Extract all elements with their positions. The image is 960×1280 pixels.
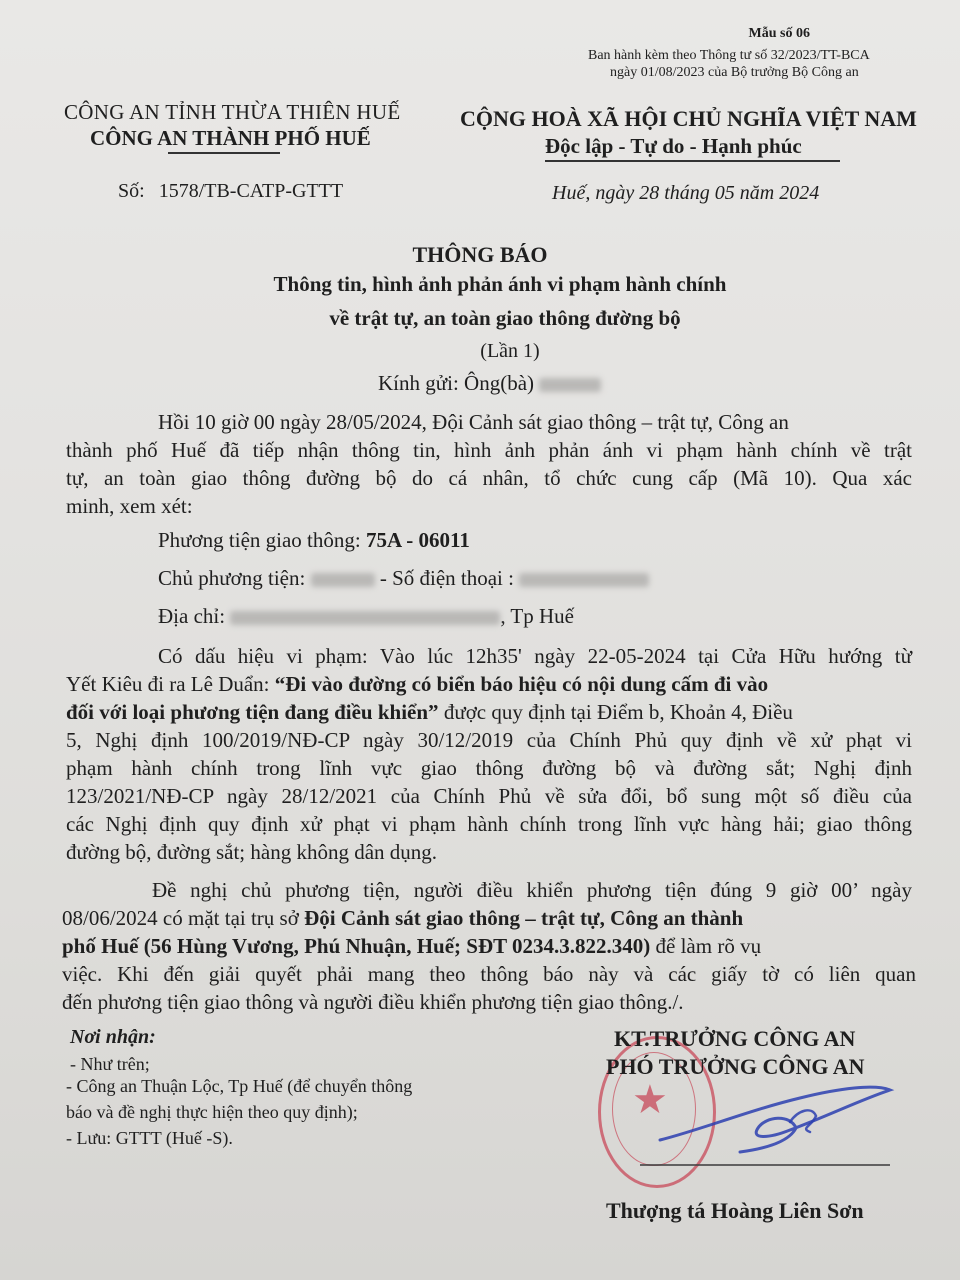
seal-star-icon: ★ <box>632 1077 668 1122</box>
signer-name: Thượng tá Hoàng Liên Sơn <box>606 1198 864 1223</box>
paragraph-3-line-3 <box>62 932 761 961</box>
motto-underline <box>545 160 840 162</box>
form-issuance-line: Ban hành kèm theo Thông tư số 32/2023/TT-BCA <box>588 48 870 63</box>
recipients-title: Nơi nhận: <box>70 1026 156 1048</box>
issuing-organization: CÔNG AN THÀNH PHỐ HUẾ <box>90 126 371 150</box>
recipient-1: - Như trên; <box>70 1054 150 1074</box>
office-address: phố Huế (56 Hùng Vương, Phú Nhuận, Huế; SĐT 0234.3.822.340) <box>62 934 651 958</box>
document-number <box>118 180 343 203</box>
paragraph-2-line-5: phạm hành chính trong lĩnh vực giao thông đường bộ và đường sắt; Nghị định <box>66 756 912 780</box>
legal-reference: được quy định tại Điểm b, Khoản 4, Điều <box>438 700 793 724</box>
license-plate: 75A - 06011 <box>365 528 470 552</box>
signature-title-2: PHÓ TRƯỞNG CÔNG AN <box>606 1054 865 1079</box>
paragraph-3-line-1: Đề nghị chủ phương tiện, người điều khiển phương tiện đúng 9 giờ 00’ ngày <box>152 878 912 902</box>
handwritten-signature <box>640 1070 900 1170</box>
violation-location: Yết Kiêu đi ra Lê Duẩn: <box>66 672 275 696</box>
vehicle-label: Phương tiện giao thông: <box>158 528 361 552</box>
document-title: THÔNG BÁO <box>412 242 548 267</box>
paragraph-3-line-4: việc. Khi đến giải quyết phải mang theo thông báo này và các giấy tờ có liên quan <box>62 962 916 986</box>
notice-count: (Lần 1) <box>480 340 540 362</box>
paragraph-2-line-3 <box>66 698 793 727</box>
recipient-2: - Công an Thuận Lộc, Tp Huế (để chuyển thông <box>66 1076 413 1096</box>
recipient-3: - Lưu: GTTT (Huế -S). <box>66 1128 233 1148</box>
phone-label: - Số điện thoại : <box>379 566 514 590</box>
redacted-phone <box>519 573 649 587</box>
document-number-value: 1578/TB-CATP-GTTT <box>158 180 344 202</box>
paragraph-3-line-5: đến phương tiện giao thông và người điều khiển phương tiện giao thông./. <box>62 990 684 1014</box>
place-date: Huế, ngày 28 tháng 05 năm 2024 <box>552 182 820 204</box>
paragraph-1-line-4: minh, xem xét: <box>66 494 193 518</box>
signature-underline <box>640 1164 890 1166</box>
national-motto: Độc lập - Tự do - Hạnh phúc <box>545 134 802 158</box>
document-number-label: Số: <box>118 180 145 202</box>
address-city: , Tp Huế <box>500 604 574 628</box>
form-number: Mẫu số 06 <box>748 26 810 41</box>
national-title: CỘNG HOÀ XÃ HỘI CHỦ NGHĨA VIỆT NAM <box>460 106 917 131</box>
violation-description-end: đối với loại phương tiện đang điều khiển” <box>66 700 439 724</box>
parent-organization: CÔNG AN TỈNH THỪA THIÊN HUẾ <box>64 100 401 124</box>
paragraph-1-line-1: Hồi 10 giờ 00 ngày 28/05/2024, Đội Cảnh sát giao thông – trật tự, Công an <box>158 410 789 434</box>
paragraph-1-line-3: tự, an toàn giao thông đường bộ do cá nhân, tổ chức cung cấp (Mã 10). Qua xác <box>66 466 912 490</box>
document-subtitle-2: về trật tự, an toàn giao thông đường bộ <box>329 306 681 330</box>
recipient-2-cont: báo và đề nghị thực hiện theo quy định); <box>66 1102 358 1122</box>
paragraph-2-line-6: 123/2021/NĐ-CP ngày 28/12/2021 của Chính Phủ về sửa đổi, bổ sung một số điều của <box>66 784 912 808</box>
document-subtitle-1: Thông tin, hình ảnh phản ánh vi phạm hành chính <box>273 272 727 296</box>
owner-line <box>158 564 649 593</box>
greeting-label: Kính gửi: Ông(bà) <box>378 371 535 395</box>
appointment-date: 08/06/2024 có mặt tại trụ sở <box>62 906 305 930</box>
address-line <box>158 602 574 631</box>
paragraph-2-line-2 <box>66 670 768 699</box>
owner-label: Chủ phương tiện: <box>158 566 306 590</box>
org-underline <box>168 152 280 154</box>
redacted-address <box>230 611 500 625</box>
vehicle-line <box>158 526 470 555</box>
paragraph-2-line-7: các Nghị định quy định xử phạt vi phạm hành chính trong lĩnh vực hàng hải; giao thông <box>66 812 912 836</box>
paragraph-2-line-1: Có dấu hiệu vi phạm: Vào lúc 12h35' ngày 22-05-2024 tại Cửa Hữu hướng từ <box>158 644 912 668</box>
paragraph-2-line-4: 5, Nghị định 100/2019/NĐ-CP ngày 30/12/2019 của Chính Phủ quy định về xử phạt vi <box>66 728 912 752</box>
paragraph-3-line-2 <box>62 904 743 933</box>
paragraph-2-line-8: đường bộ, đường sắt; hàng không dân dụng. <box>66 840 438 864</box>
redacted-owner-name <box>311 573 375 587</box>
office-name: Đội Cảnh sát giao thông – trật tự, Công an thành <box>304 906 744 930</box>
signature-title-1: KT.TRƯỞNG CÔNG AN <box>614 1026 856 1051</box>
redacted-recipient-name <box>539 378 601 392</box>
form-issuance-date: ngày 01/08/2023 của Bộ trưởng Bộ Công an <box>610 65 859 80</box>
address-label: Địa chỉ: <box>158 604 226 628</box>
greeting <box>378 371 601 396</box>
purpose: để làm rõ vụ <box>650 934 762 958</box>
violation-description: “Đi vào đường có biển báo hiệu có nội dung cấm đi vào <box>274 672 769 696</box>
paragraph-1-line-2: thành phố Huế đã tiếp nhận thông tin, hình ảnh phản ánh vi phạm hành chính về trật <box>66 438 912 462</box>
